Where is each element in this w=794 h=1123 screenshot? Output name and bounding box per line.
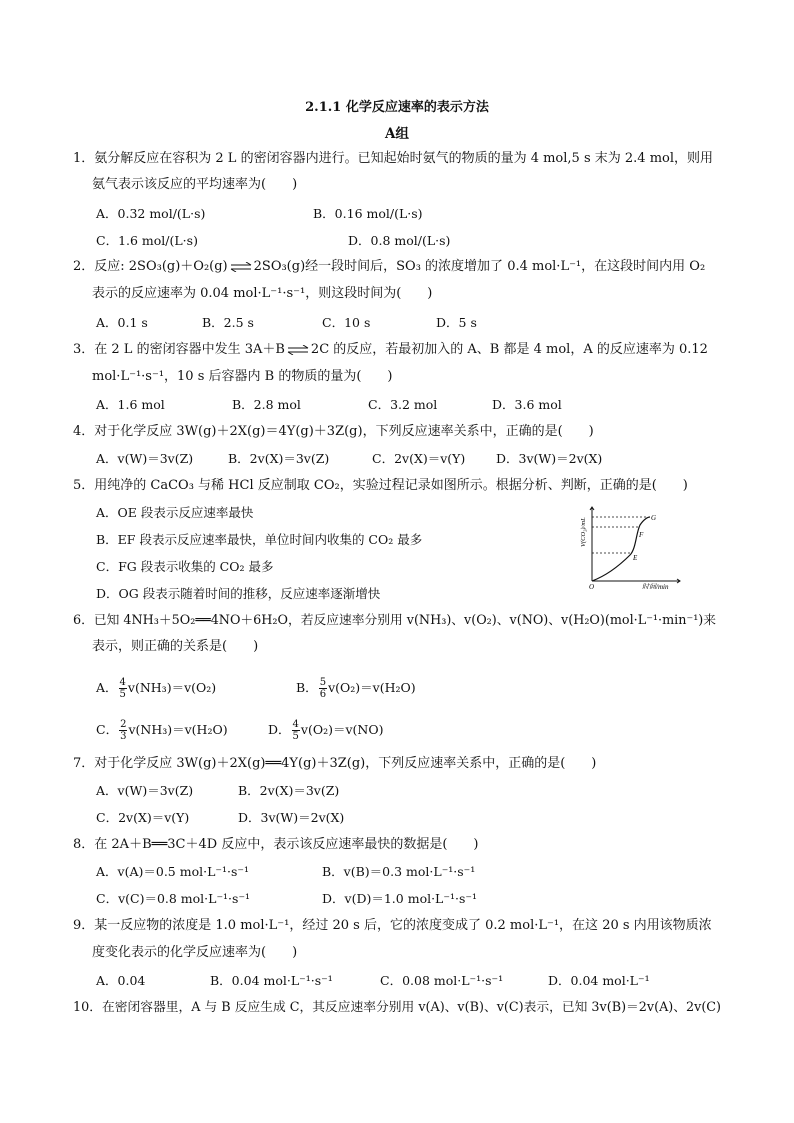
q6-option-a-fraction <box>119 677 127 700</box>
equilibrium-arrow-icon <box>287 345 309 355</box>
q8-option-a: A．v(A)＝0.5 mol·L⁻¹·s⁻¹ <box>96 864 249 879</box>
section-heading: A组 <box>385 126 409 142</box>
q3-option-c: C．3.2 mol <box>368 397 438 412</box>
q4-option-a: A．v(W)＝3v(Z) <box>96 451 194 466</box>
q9-option-b: B．0.04 mol·L⁻¹·s⁻¹ <box>210 973 333 988</box>
q2-stem-part2: 2SO₃(g)经一段时间后，SO₃ 的浓度增加了 0.4 mol·L⁻¹，在这段时间内用 O₂ <box>253 259 706 274</box>
q1-option-d: D．0.8 mol/(L·s) <box>348 233 451 248</box>
q6-option-b <box>296 677 416 700</box>
q6-stem-line1: 6．已知 4NH₃＋5O₂══4NO＋6H₂O，若反应速率分别用 v(NH₃)、v(O₂)、v(NO)、v(H₂O)(mol·L⁻¹·min⁻¹)来 <box>73 613 717 628</box>
q2-option-b: B．2.5 s <box>202 315 254 330</box>
q5-option-d: D．OG 段表示随着时间的推移，反应速率逐渐增快 <box>96 586 381 601</box>
q3-stem-line2: mol·L⁻¹·s⁻¹，10 s 后容器内 B 的物质的量为( ) <box>92 369 393 384</box>
equilibrium-arrow-icon <box>230 262 252 272</box>
q5-option-b: B．EF 段表示反应速率最快，单位时间内收集的 CO₂ 最多 <box>96 532 423 547</box>
q6-option-b-fraction <box>319 677 327 700</box>
q3-stem-part1: 3．在 2 L 的密闭容器中发生 3A＋B <box>73 342 285 357</box>
fraction-numerator: 4 <box>292 719 299 730</box>
page-title: 2.1.1 化学反应速率的表示方法 <box>305 100 489 115</box>
q6-option-c-prefix: C． <box>96 722 119 737</box>
q1-stem-line2: 氨气表示该反应的平均速率为( ) <box>92 177 298 192</box>
reaction-curve <box>592 517 650 581</box>
graph-point-f-label: F <box>639 531 644 539</box>
q2-stem-line2: 表示的反应速率为 0.04 mol·L⁻¹·s⁻¹，则这段时间为( ) <box>92 286 433 301</box>
q8-stem-line1: 8．在 2A＋B══3C＋4D 反应中，表示该反应速率最快的数据是( ) <box>73 837 479 852</box>
q1-stem-line1: 1．氨分解反应在容积为 2 L 的密闭容器内进行。已知起始时氨气的物质的量为 4 mol,5 s 末为 2.4 mol，则用 <box>73 151 714 166</box>
q1-option-a: A．0.32 mol/(L·s) <box>96 206 206 221</box>
q7-option-b: B．2v(X)＝3v(Z) <box>238 783 340 798</box>
q4-option-d: D．3v(W)＝2v(X) <box>496 451 603 466</box>
q6-stem-line2: 表示，则正确的关系是( ) <box>92 639 259 654</box>
q4-option-c: C．2v(X)＝v(Y) <box>372 451 466 466</box>
q1-option-b: B．0.16 mol/(L·s) <box>313 206 423 221</box>
q5-option-a: A．OE 段表示反应速率最快 <box>96 505 254 520</box>
q3-stem-part2: 2C 的反应，若最初加入的 A、B 都是 4 mol，A 的反应速率为 0.12 <box>310 342 708 357</box>
q3-stem-line1 <box>73 341 708 359</box>
graph-origin-label: O <box>589 583 595 589</box>
q6-option-d-fraction <box>292 719 300 742</box>
q6-option-a-prefix: A． <box>96 680 118 695</box>
q6-option-d-text: v(O₂)＝v(NO) <box>300 722 384 737</box>
q7-option-a: A．v(W)＝3v(Z) <box>96 783 194 798</box>
graph-point-e-label: E <box>633 554 638 562</box>
fraction-denominator: 6 <box>319 689 327 700</box>
fraction-numerator: 4 <box>119 677 126 688</box>
fraction-denominator: 5 <box>119 689 126 700</box>
q8-option-b: B．v(B)＝0.3 mol·L⁻¹·s⁻¹ <box>322 864 476 879</box>
graph-x-label: 时间/min <box>642 583 669 589</box>
q6-option-d-prefix: D． <box>268 722 291 737</box>
q9-option-a: A．0.04 <box>96 973 146 988</box>
q7-stem-line1: 7．对于化学反应 3W(g)＋2X(g)══4Y(g)＋3Z(g)，下列反应速率关系中，正确的是( ) <box>73 756 597 771</box>
fraction-numerator: 5 <box>319 677 327 688</box>
q7-option-c: C．2v(X)＝v(Y) <box>96 810 190 825</box>
q4-stem-line1: 4．对于化学反应 3W(g)＋2X(g)＝4Y(g)＋3Z(g)，下列反应速率关系中，正确的是( ) <box>73 424 594 439</box>
q5-option-c: C．FG 段表示收集的 CO₂ 最多 <box>96 559 274 574</box>
q4-option-b: B．2v(X)＝3v(Z) <box>228 451 330 466</box>
fraction-numerator: 2 <box>120 719 127 730</box>
q3-option-a: A．1.6 mol <box>96 397 165 412</box>
q7-option-d: D．3v(W)＝2v(X) <box>238 810 345 825</box>
q10-stem-line1: 10．在密闭容器里，A 与 B 反应生成 C，其反应速率分别用 v(A)、v(B)、v(C)表示，已知 3v(B)＝2v(A)、2v(C) <box>73 1000 722 1015</box>
q1-option-c: C．1.6 mol/(L·s) <box>96 233 198 248</box>
q3-option-b: B．2.8 mol <box>232 397 301 412</box>
q9-stem-line2: 度变化表示的化学反应速率为( ) <box>92 945 298 960</box>
q6-option-c-fraction <box>119 719 127 742</box>
fraction-denominator: 5 <box>292 731 299 742</box>
q2-stem-part1: 2．反应: 2SO₃(g)＋O₂(g) <box>73 259 228 274</box>
fraction-denominator: 3 <box>120 731 127 742</box>
q5-stem-line1: 5．用纯净的 CaCO₃ 与稀 HCl 反应制取 CO₂，实验过程记录如图所示。根据分析、判断，正确的是( ) <box>73 478 688 493</box>
graph-y-label: V(CO₂)/mL <box>580 517 587 547</box>
q8-option-c: C．v(C)＝0.8 mol·L⁻¹·s⁻¹ <box>96 891 251 906</box>
q6-option-b-prefix: B． <box>296 680 318 695</box>
q6-option-d <box>268 719 383 742</box>
q6-option-c-text: v(NH₃)＝v(H₂O) <box>128 722 228 737</box>
q9-option-c: C．0.08 mol·L⁻¹·s⁻¹ <box>380 973 504 988</box>
graph-point-g-label: G <box>651 514 657 522</box>
q6-option-a-text: v(NH₃)＝v(O₂) <box>127 680 217 695</box>
q6-option-c <box>96 719 228 742</box>
q9-option-d: D．0.04 mol·L⁻¹ <box>548 973 650 988</box>
q2-stem-line1 <box>73 258 705 276</box>
co2-volume-time-graph <box>576 503 682 589</box>
q3-option-d: D．3.6 mol <box>492 397 562 412</box>
q2-option-a: A．0.1 s <box>96 315 148 330</box>
q8-option-d: D．v(D)＝1.0 mol·L⁻¹·s⁻¹ <box>322 891 477 906</box>
q2-option-d: D．5 s <box>436 315 477 330</box>
q6-option-b-text: v(O₂)＝v(H₂O) <box>328 680 416 695</box>
q6-option-a <box>96 677 216 700</box>
q2-option-c: C．10 s <box>322 315 371 330</box>
q9-stem-line1: 9．某一反应物的浓度是 1.0 mol·L⁻¹，经过 20 s 后，它的浓度变成了 0.2 mol·L⁻¹，在这 20 s 内用该物质浓 <box>73 918 712 933</box>
